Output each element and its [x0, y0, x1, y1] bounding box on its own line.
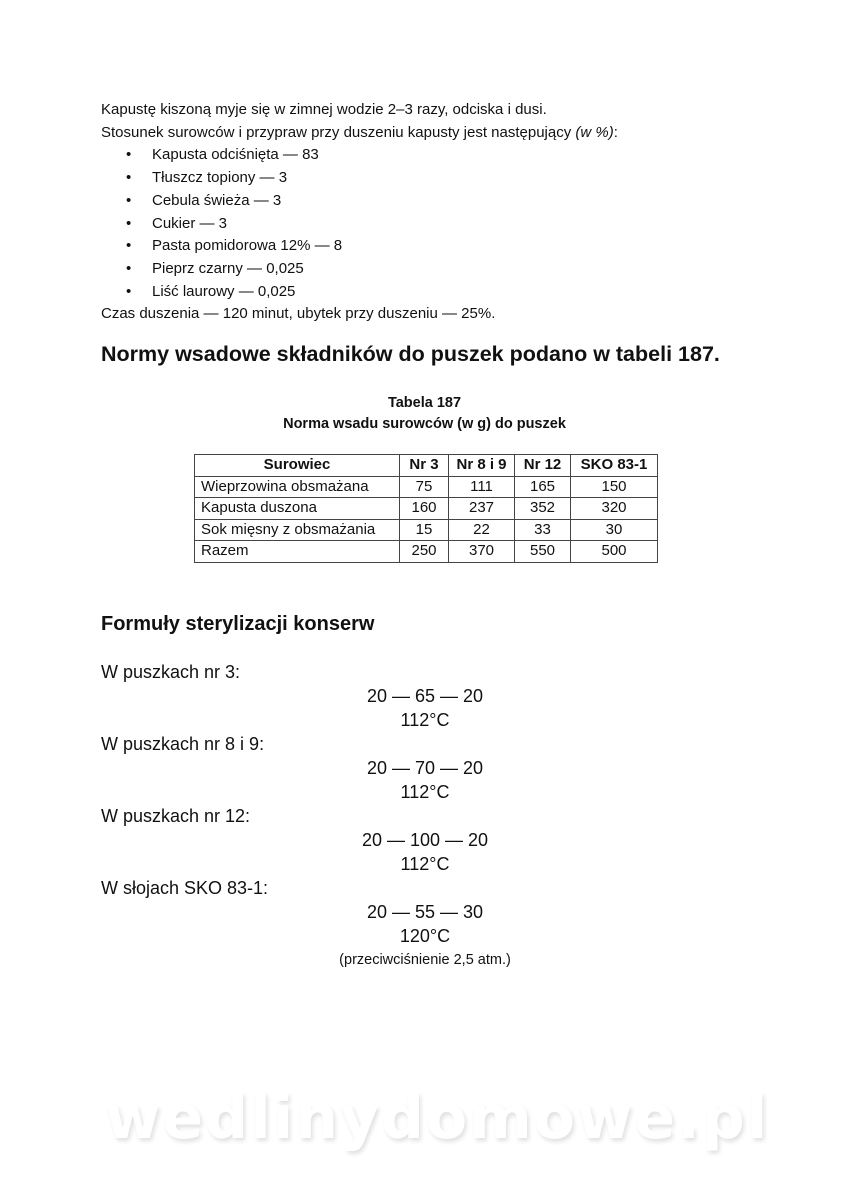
formula-temperature: 120°C [399, 926, 451, 946]
formula-temperature: 112°C [400, 854, 450, 874]
list-item: • Cukier — 3 [101, 213, 618, 236]
intro-line-2-end: : [613, 123, 618, 141]
formula-temperature: 112°C [400, 782, 450, 802]
table-cell: 30 [571, 519, 658, 541]
formula-value: 20 — 55 — 30 [366, 902, 484, 922]
unit-italic: (w %) [575, 123, 614, 141]
table-cell: 352 [515, 498, 571, 520]
table-row [195, 519, 658, 541]
formula-label: W puszkach nr 12: [101, 806, 251, 826]
formula-value: 20 — 100 — 20 [361, 830, 489, 850]
table-cell: 237 [449, 498, 515, 520]
list-item: • Pieprz czarny — 0,025 [101, 258, 618, 281]
ingredient-list [101, 144, 618, 303]
intro-line-1: Kapustę kiszoną myje się w zimnej wodzie 2–3 razy, odciska i dusi. [101, 101, 547, 118]
sterilization-formulas [101, 660, 749, 972]
table-cell: 370 [449, 541, 515, 563]
formula-value: 20 — 70 — 20 [366, 758, 484, 778]
column-header: Surowiec [195, 455, 400, 477]
table-cell: Razem [195, 541, 400, 563]
column-header: SKO 83-1 [571, 455, 658, 477]
table-row [195, 498, 658, 520]
table-cell: Kapusta duszona [195, 498, 400, 520]
table-number: Tabela 187 [387, 395, 462, 411]
section-heading-norms: Normy wsadowe składników do puszek podano w tabeli 187. [101, 342, 720, 366]
table-cell: 500 [571, 541, 658, 563]
table-row-total [195, 541, 658, 563]
formula-note: (przeciwciśnienie 2,5 atm.) [339, 952, 511, 968]
table-cell: 250 [400, 541, 449, 563]
list-item: • Tłuszcz topiony — 3 [101, 167, 618, 190]
formula-label: W puszkach nr 3: [101, 662, 241, 682]
table-cell: Wieprzowina obsmażana [195, 476, 400, 498]
table-cell: 75 [400, 476, 449, 498]
intro-line-2 [101, 122, 618, 145]
table-cell: 320 [571, 498, 658, 520]
table-caption [194, 393, 655, 435]
column-header: Nr 3 [400, 455, 449, 477]
table-cell: 165 [515, 476, 571, 498]
formula-label: W słojach SKO 83-1: [101, 878, 269, 898]
table-cell: 150 [571, 476, 658, 498]
table-cell: 22 [449, 519, 515, 541]
table-cell: 15 [400, 519, 449, 541]
watermark: wedlinydomowe.pl [105, 1083, 770, 1153]
intro-line-3: Czas duszenia — 120 minut, ubytek przy duszeniu — 25%. [101, 305, 496, 323]
table-cell: 550 [515, 541, 571, 563]
norms-table [194, 454, 658, 563]
list-item: • Cebula świeża — 3 [101, 190, 618, 213]
formula-value: 20 — 65 — 20 [366, 686, 484, 706]
intro-line-2-text: Stosunek surowców i przypraw przy duszeniu kapusty jest następujący [101, 123, 576, 141]
table-cell: 33 [515, 519, 571, 541]
list-item: • Kapusta odciśnięta — 83 [101, 144, 618, 167]
table-cell: Sok mięsny z obsmażania [195, 519, 400, 541]
column-header: Nr 12 [515, 455, 571, 477]
list-item: • Pasta pomidorowa 12% — 8 [101, 235, 618, 258]
intro-section [101, 99, 618, 326]
column-header: Nr 8 i 9 [449, 455, 515, 477]
table-title: Norma wsadu surowców (w g) do puszek [283, 416, 566, 432]
list-item: • Liść laurowy — 0,025 [101, 281, 618, 304]
table-header-row [195, 455, 658, 477]
section-heading-sterilization: Formuły sterylizacji konserw [101, 613, 375, 635]
table-cell: 111 [449, 476, 515, 498]
formula-label: W puszkach nr 8 i 9: [101, 734, 265, 754]
table-row [195, 476, 658, 498]
table-cell: 160 [400, 498, 449, 520]
formula-temperature: 112°C [400, 710, 450, 730]
